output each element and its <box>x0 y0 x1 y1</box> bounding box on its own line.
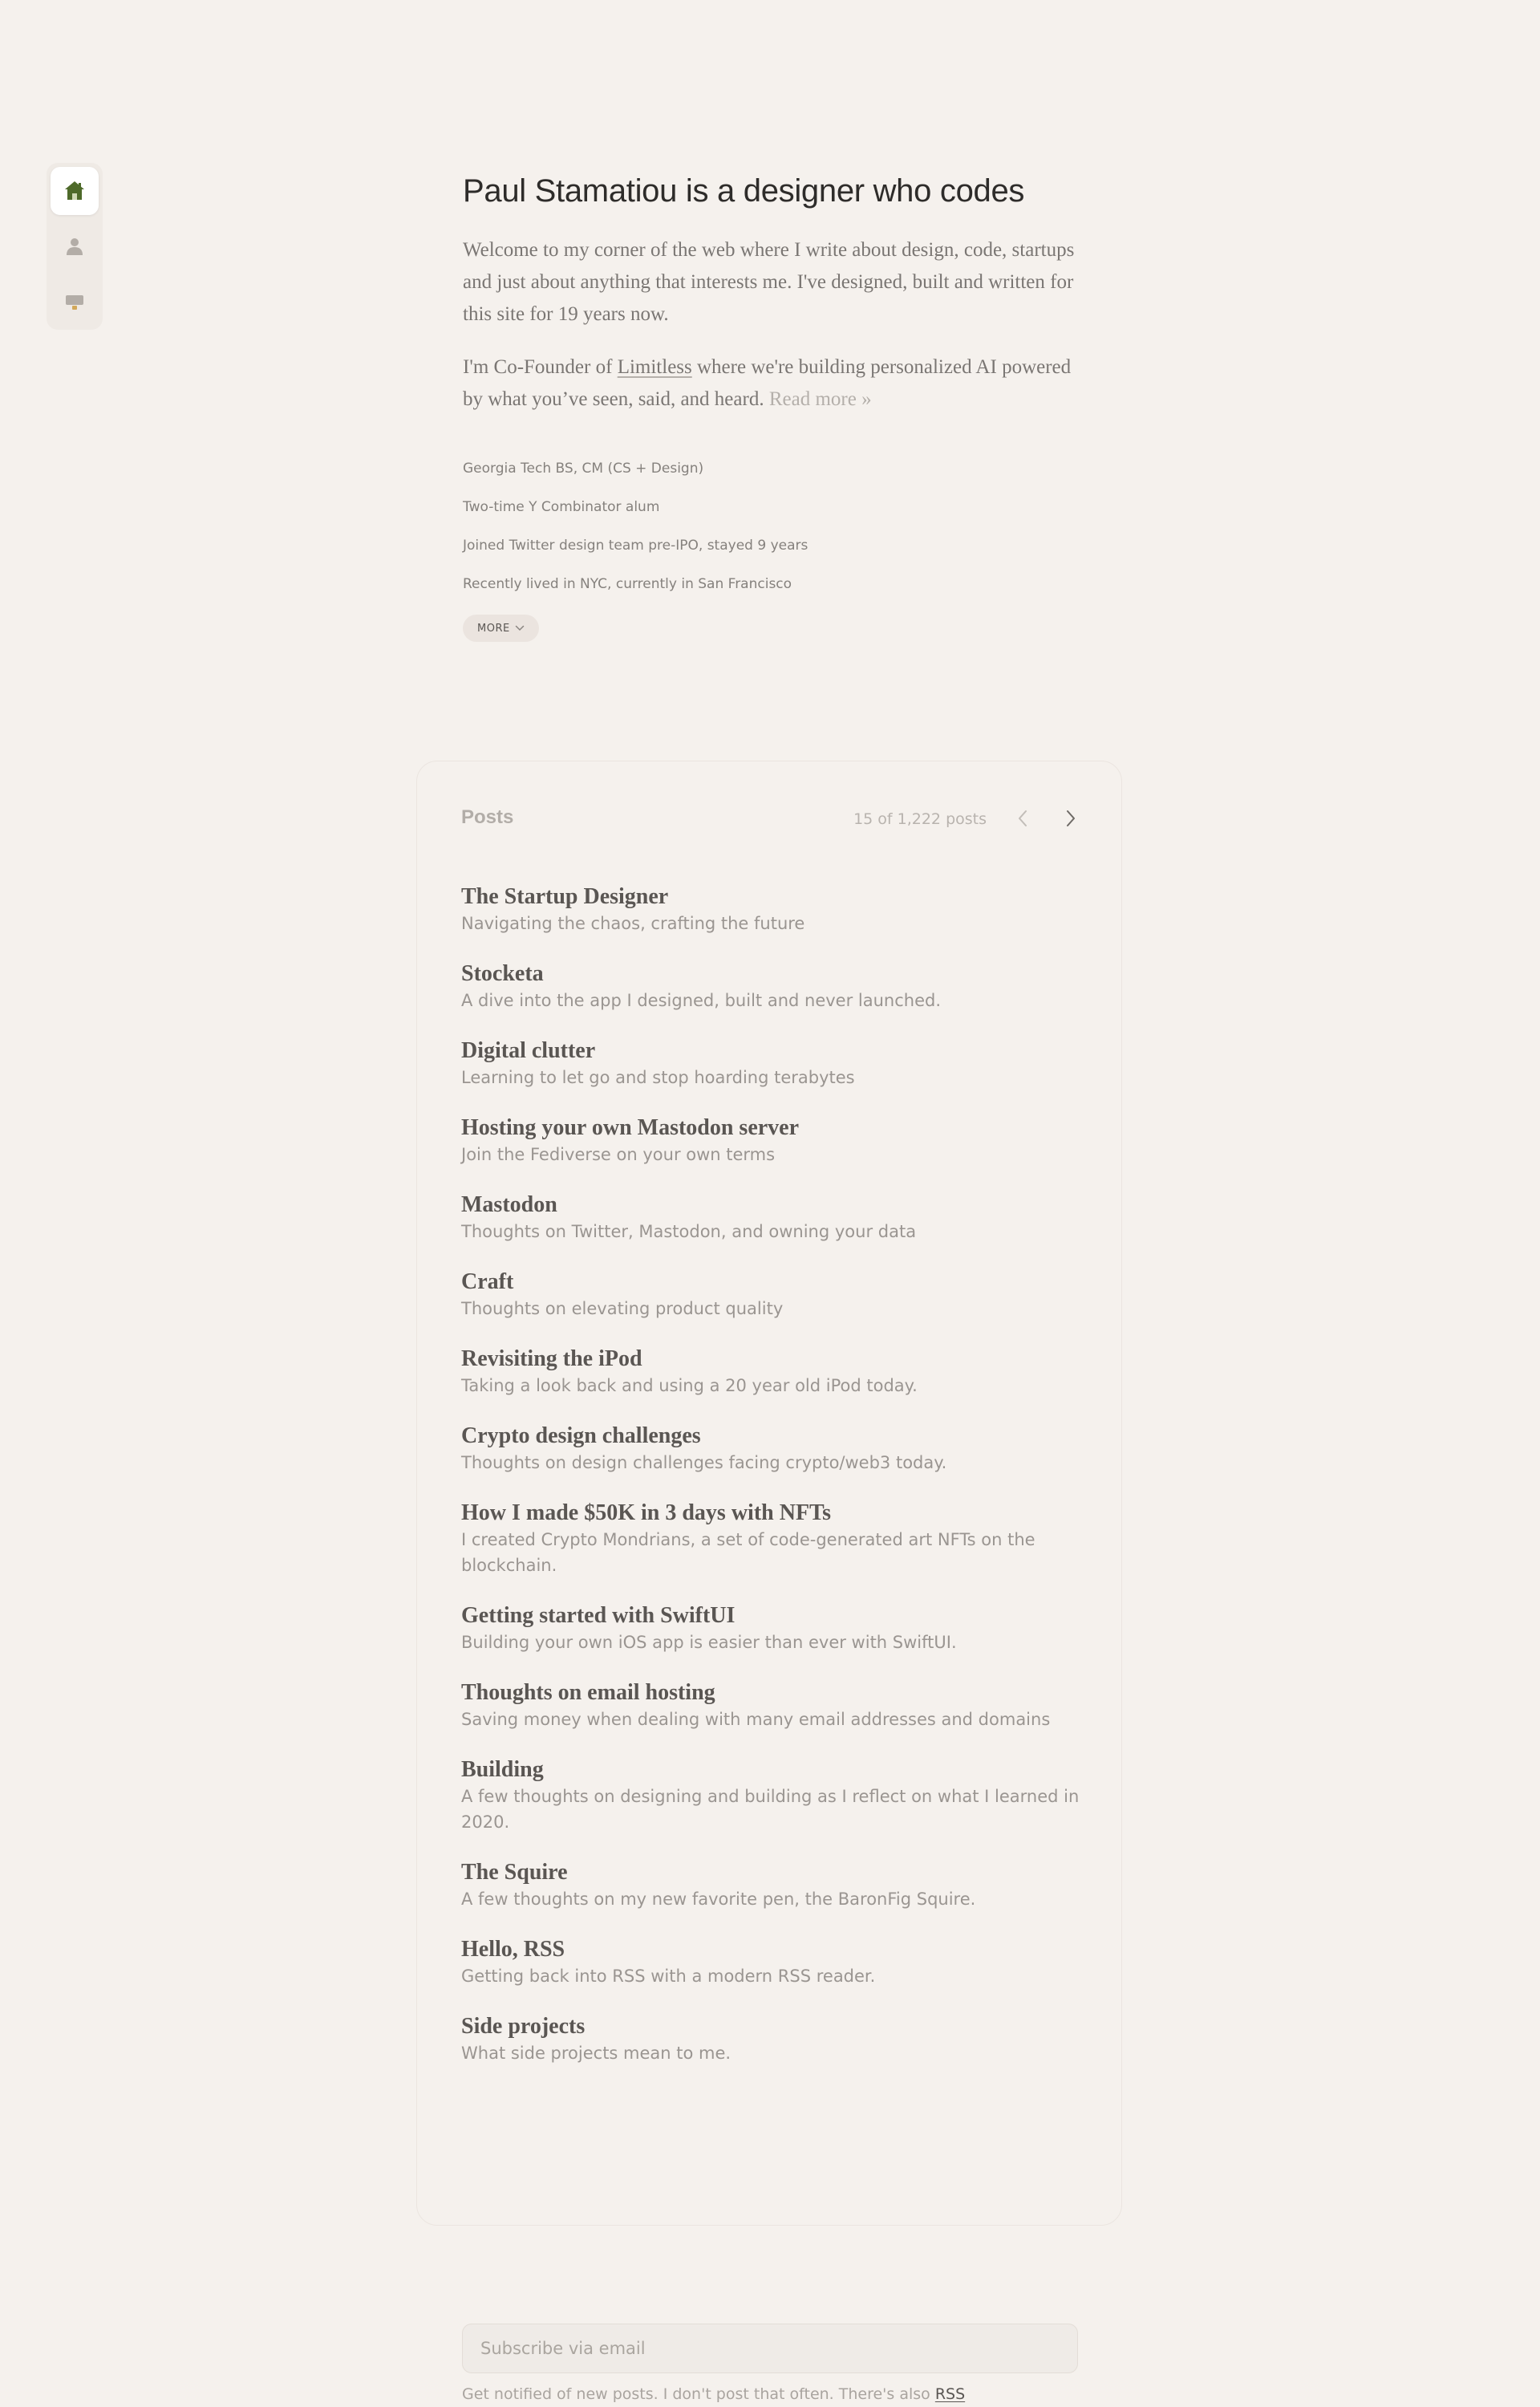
post-item[interactable] <box>461 883 1087 936</box>
home-icon <box>63 179 87 203</box>
post-item[interactable] <box>461 2013 1087 2066</box>
facts-list <box>463 449 1088 603</box>
post-title[interactable]: Hello, RSS <box>461 1937 565 1962</box>
post-item[interactable] <box>461 1191 1087 1244</box>
post-item[interactable] <box>461 1859 1087 1912</box>
subscribe-note-text: Get notified of new posts. I don't post that often. There's also <box>462 2385 935 2403</box>
post-subtitle: A few thoughts on designing and building as I reflect on what I learned in 2020. <box>461 1787 1080 1832</box>
post-list <box>461 883 1087 2090</box>
post-subtitle: Join the Fediverse on your own terms <box>461 1145 776 1164</box>
posts-card <box>416 761 1122 2226</box>
post-title[interactable]: Craft <box>461 1269 514 1294</box>
next-page-button[interactable] <box>1060 808 1081 829</box>
cofounder-paragraph <box>463 351 1088 416</box>
read-more-link[interactable]: Read more » <box>768 388 872 410</box>
more-button[interactable] <box>463 615 539 642</box>
post-item[interactable] <box>461 1756 1087 1835</box>
post-item[interactable] <box>461 1500 1087 1578</box>
intro-paragraph: Welcome to my corner of the web where I write about design, code, startups and just about anything that interests me. I've designed, built and written for this site for 19 years now. <box>463 239 1075 325</box>
post-item[interactable] <box>461 1423 1087 1475</box>
post-item[interactable] <box>461 1936 1087 1989</box>
post-subtitle: A few thoughts on my new favorite pen, the BaronFig Squire. <box>461 1889 976 1909</box>
chevron-left-icon <box>1017 810 1028 827</box>
subscribe-email-input[interactable] <box>462 2324 1078 2373</box>
rss-link[interactable]: RSS <box>934 2385 966 2403</box>
post-title[interactable]: Thoughts on email hosting <box>461 1680 715 1705</box>
side-nav <box>47 163 103 330</box>
post-title[interactable]: Side projects <box>461 2014 586 2039</box>
person-icon <box>64 236 85 257</box>
nav-talks-button[interactable] <box>51 278 99 327</box>
post-subtitle: Navigating the chaos, crafting the future <box>461 914 805 933</box>
post-item[interactable] <box>461 1268 1087 1321</box>
posts-count: 15 of 1,222 posts <box>853 810 987 828</box>
post-title[interactable]: Building <box>461 1757 544 1782</box>
post-item[interactable] <box>461 960 1087 1013</box>
nav-home-button[interactable] <box>51 167 99 215</box>
chevron-down-icon <box>515 625 525 631</box>
post-title[interactable]: The Squire <box>461 1860 568 1885</box>
prev-page-button[interactable] <box>1012 808 1033 829</box>
post-subtitle: Taking a look back and using a 20 year old iPod today. <box>461 1376 918 1395</box>
post-title[interactable]: How I made $50K in 3 days with NFTs <box>461 1500 832 1525</box>
post-subtitle: Getting back into RSS with a modern RSS reader. <box>461 1967 876 1986</box>
posts-header <box>461 803 1081 832</box>
easel-icon <box>64 292 85 313</box>
cofounder-prefix: I'm Co-Founder of <box>463 356 618 378</box>
nav-about-button[interactable] <box>51 222 99 270</box>
post-title[interactable]: The Startup Designer <box>461 884 669 909</box>
fact-item: Georgia Tech BS, CM (CS + Design) <box>463 461 704 477</box>
cofounder-suffix: where we're building personalized AI powered by what you’ve seen, said, and heard. <box>463 356 1072 410</box>
post-subtitle: Thoughts on elevating product quality <box>461 1299 784 1318</box>
post-title[interactable]: Crypto design challenges <box>461 1423 701 1448</box>
fact-item: Joined Twitter design team pre-IPO, stayed 9 years <box>463 538 808 554</box>
post-subtitle: Thoughts on Twitter, Mastodon, and owning your data <box>461 1222 917 1241</box>
post-subtitle: I created Crypto Mondrians, a set of code-generated art NFTs on the blockchain. <box>461 1530 1035 1575</box>
post-subtitle: What side projects mean to me. <box>461 2044 732 2063</box>
post-subtitle: Learning to let go and stop hoarding terabytes <box>461 1068 855 1087</box>
post-subtitle: Building your own iOS app is easier than ever with SwiftUI. <box>461 1633 957 1652</box>
post-subtitle: Saving money when dealing with many email addresses and domains <box>461 1710 1051 1729</box>
subscribe-section <box>462 2324 1078 2405</box>
post-title[interactable]: Digital clutter <box>461 1038 596 1063</box>
more-label: MORE <box>477 622 510 635</box>
page-title: Paul Stamatiou is a designer who codes <box>463 173 1025 209</box>
fact-item: Two-time Y Combinator alum <box>463 499 660 515</box>
post-subtitle: A dive into the app I designed, built and never launched. <box>461 991 941 1010</box>
post-item[interactable] <box>461 1037 1087 1090</box>
post-subtitle: Thoughts on design challenges facing crypto/web3 today. <box>461 1453 947 1472</box>
post-item[interactable] <box>461 1602 1087 1655</box>
post-item[interactable] <box>461 1346 1087 1398</box>
subscribe-note <box>462 2383 1078 2405</box>
posts-heading: Posts <box>461 806 514 828</box>
intro-section <box>463 167 1088 642</box>
chevron-right-icon <box>1065 810 1076 827</box>
post-title[interactable]: Revisiting the iPod <box>461 1346 642 1371</box>
post-title[interactable]: Getting started with SwiftUI <box>461 1603 736 1628</box>
post-item[interactable] <box>461 1114 1087 1167</box>
post-title[interactable]: Stocketa <box>461 961 544 986</box>
post-title[interactable]: Mastodon <box>461 1192 557 1217</box>
post-item[interactable] <box>461 1679 1087 1732</box>
fact-item: Recently lived in NYC, currently in San Francisco <box>463 576 792 592</box>
post-title[interactable]: Hosting your own Mastodon server <box>461 1115 800 1140</box>
limitless-link[interactable]: Limitless <box>617 356 692 378</box>
